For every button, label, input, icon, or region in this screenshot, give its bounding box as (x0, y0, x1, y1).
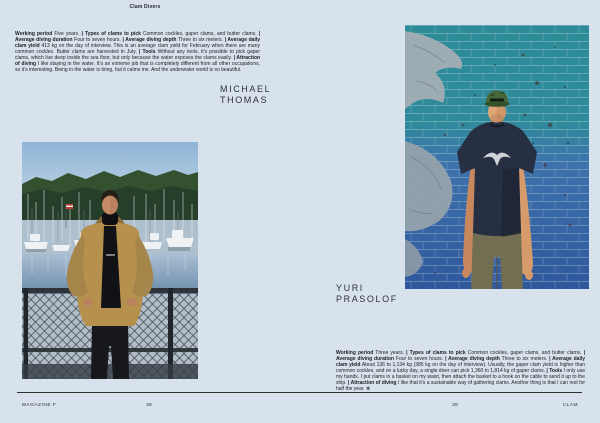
yuri-name-line1: YURI (336, 283, 364, 293)
footer-magazine-name: MAGAZINE F (22, 403, 57, 408)
michael-name (220, 84, 271, 106)
chest-logo (106, 254, 115, 256)
yuri-name-line2: PRASOLOF (336, 293, 398, 304)
footer-rule (17, 392, 582, 393)
right-hand (127, 298, 137, 306)
yuri-name (336, 283, 398, 305)
sunglasses (490, 99, 504, 102)
left-hand (83, 298, 93, 306)
michael-photo (22, 142, 198, 379)
yuri-intro-paragraph (336, 350, 585, 392)
yuri-photo (405, 25, 589, 289)
beard-shadow (491, 114, 504, 122)
left-hand (462, 268, 470, 278)
michael-intro-paragraph (15, 31, 260, 73)
footer-page-number-left: 28 (146, 403, 152, 408)
footer-section-name: CLAM (562, 403, 578, 408)
footer-page-number-right: 29 (452, 403, 458, 408)
yuri-intro-text: Working period Three years. | Types of clams to pick Common cockles, gaper clams, and butter clams. | Average diving duration Four to seven hours. | Average diving depth Three to six meters. | Average daily clam yield About 136 to 1,134 kg (385 kg on the day of interview). Usually, the gaper clam yield is higher than common cockles, and on a lucky day, a single diver can pick 1,360 to 1,814 kg of gaper clams. | Tools I only use my hands. I put clams in a basket on my waist, then attach the basket to a hook on the cable to send it up to the ship. | Attraction of diving I like that it’s a sustainable way of gathering clams. Another thing is that I can rest for half the year. (336, 350, 586, 392)
tshirt-shadow (501, 168, 521, 237)
right-hand (525, 270, 533, 280)
michael-intro-text: Working period Five years. | Types of clams to pick Common cockles, gaper clams, and butter clams. | Average diving duration Four to seven hours. | Average diving depth Three to six meters. | Average daily clam yield 413 kg on the day of interview. This is an average clam yield for February when there are many common cockles. Butter clams are harvested in July. | Tools Without any tools, it’s possible to pick gaper clams, which live deep inside the sea floor, but only because the water exposes the clams easily. | Attraction of diving I like staying in the water. It’s an extreme job that is completely different from all other occupations, so it’s interesting. Being in the water is tiring, but it calms me. And the underwater world is so beautiful. (15, 31, 261, 73)
end-mark-icon: ❋ (366, 386, 371, 392)
michael-name-line1: MICHAEL (220, 84, 272, 94)
cap-brim (485, 101, 510, 107)
michael-name-line2: THOMAS (220, 94, 269, 105)
section-header: Clam Divers (129, 4, 161, 10)
